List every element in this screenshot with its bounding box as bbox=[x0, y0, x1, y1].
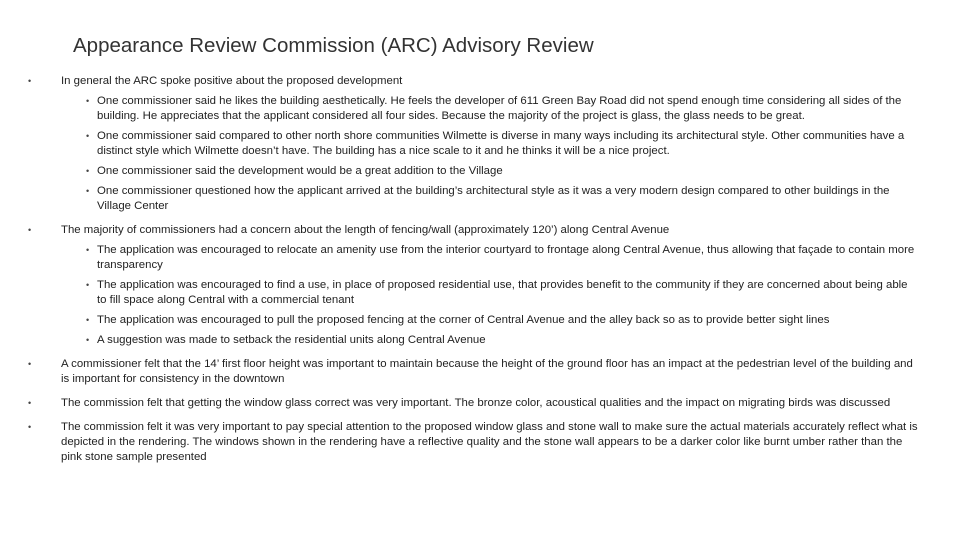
bullet-icon: • bbox=[86, 131, 90, 141]
bullet-icon: • bbox=[28, 76, 32, 86]
bullet-text: In general the ARC spoke positive about the proposed development bbox=[61, 75, 403, 87]
bullet-icon: • bbox=[86, 315, 90, 325]
bullet-icon: • bbox=[28, 359, 32, 369]
bullet-item bbox=[28, 357, 918, 387]
sub-bullet-item bbox=[61, 164, 918, 179]
sub-bullet-text: One commissioner questioned how the applicant arrived at the building’s architectural style as it was a very modern design compared to other buildings in the Village Center bbox=[97, 185, 890, 212]
sub-bullet-text: A suggestion was made to setback the residential units along Central Avenue bbox=[97, 334, 486, 346]
bullet-text: The commission felt that getting the window glass correct was very important. The bronze color, acoustical qualities and the impact on migrating birds was discussed bbox=[61, 397, 891, 409]
bullet-icon: • bbox=[86, 335, 90, 345]
sub-bullet-text: The application was encouraged to find a use, in place of proposed residential use, that provides benefit to the community if they are concerned about being able to fill space along Central with a commercial tenant bbox=[97, 279, 908, 306]
bullet-item bbox=[28, 396, 918, 411]
sub-bullet-text: One commissioner said he likes the building aesthetically. He feels the developer of 611 Green Bay Road did not spend enough time considering all sides of the building. He appreciates that the applicant considered all four sides. Because the majority of the project is glass, the glass needs to be great. bbox=[97, 95, 902, 122]
bullet-content bbox=[28, 74, 918, 474]
bullet-item bbox=[28, 420, 918, 465]
bullet-icon: • bbox=[28, 225, 32, 235]
sub-bullet-text: One commissioner said compared to other north shore communities Wilmette is diverse in many ways including its architectural style. Other communities have a distinct style which Wilmette doesn’t have. The building has a nice scale to it and he thinks it will be a nice project. bbox=[97, 130, 905, 157]
sub-bullet-text: The application was encouraged to pull the proposed fencing at the corner of Central Avenue and the alley back so as to provide better sight lines bbox=[97, 314, 830, 326]
bullet-icon: • bbox=[86, 245, 90, 255]
bullet-item bbox=[28, 223, 918, 348]
sub-bullet-item bbox=[61, 313, 918, 328]
sub-bullet-list bbox=[61, 243, 918, 348]
sub-bullet-item bbox=[61, 278, 918, 308]
bullet-text: A commissioner felt that the 14’ first floor height was important to maintain because the height of the ground floor has an impact at the pedestrian level of the building and is important for consistency in the downtown bbox=[61, 358, 913, 385]
sub-bullet-item bbox=[61, 333, 918, 348]
bullet-text: The commission felt it was very important to pay special attention to the proposed window glass and stone wall to make sure the actual materials accurately reflect what is depicted in the rendering. The windows shown in the rendering have a reflective quality and the stone wall appears to be a darker color like burnt umber rather than the pink stone sample presented bbox=[61, 421, 918, 463]
sub-bullet-item bbox=[61, 184, 918, 214]
bullet-icon: • bbox=[86, 166, 90, 176]
sub-bullet-text: The application was encouraged to relocate an amenity use from the interior courtyard to frontage along Central Avenue, thus allowing that façade to contain more transparency bbox=[97, 244, 915, 271]
bullet-text: The majority of commissioners had a concern about the length of fencing/wall (approximately 120’) along Central Avenue bbox=[61, 224, 670, 236]
bullet-icon: • bbox=[28, 398, 32, 408]
bullet-icon: • bbox=[86, 280, 90, 290]
sub-bullet-item bbox=[61, 129, 918, 159]
sub-bullet-item bbox=[61, 243, 918, 273]
sub-bullet-text: One commissioner said the development would be a great addition to the Village bbox=[97, 165, 503, 177]
bullet-icon: • bbox=[28, 422, 32, 432]
sub-bullet-item bbox=[61, 94, 918, 124]
bullet-icon: • bbox=[86, 96, 90, 106]
page-title: Appearance Review Commission (ARC) Advisory Review bbox=[73, 34, 594, 57]
bullet-item bbox=[28, 74, 918, 214]
bullet-list bbox=[28, 74, 918, 465]
sub-bullet-list bbox=[61, 94, 918, 214]
bullet-icon: • bbox=[86, 186, 90, 196]
